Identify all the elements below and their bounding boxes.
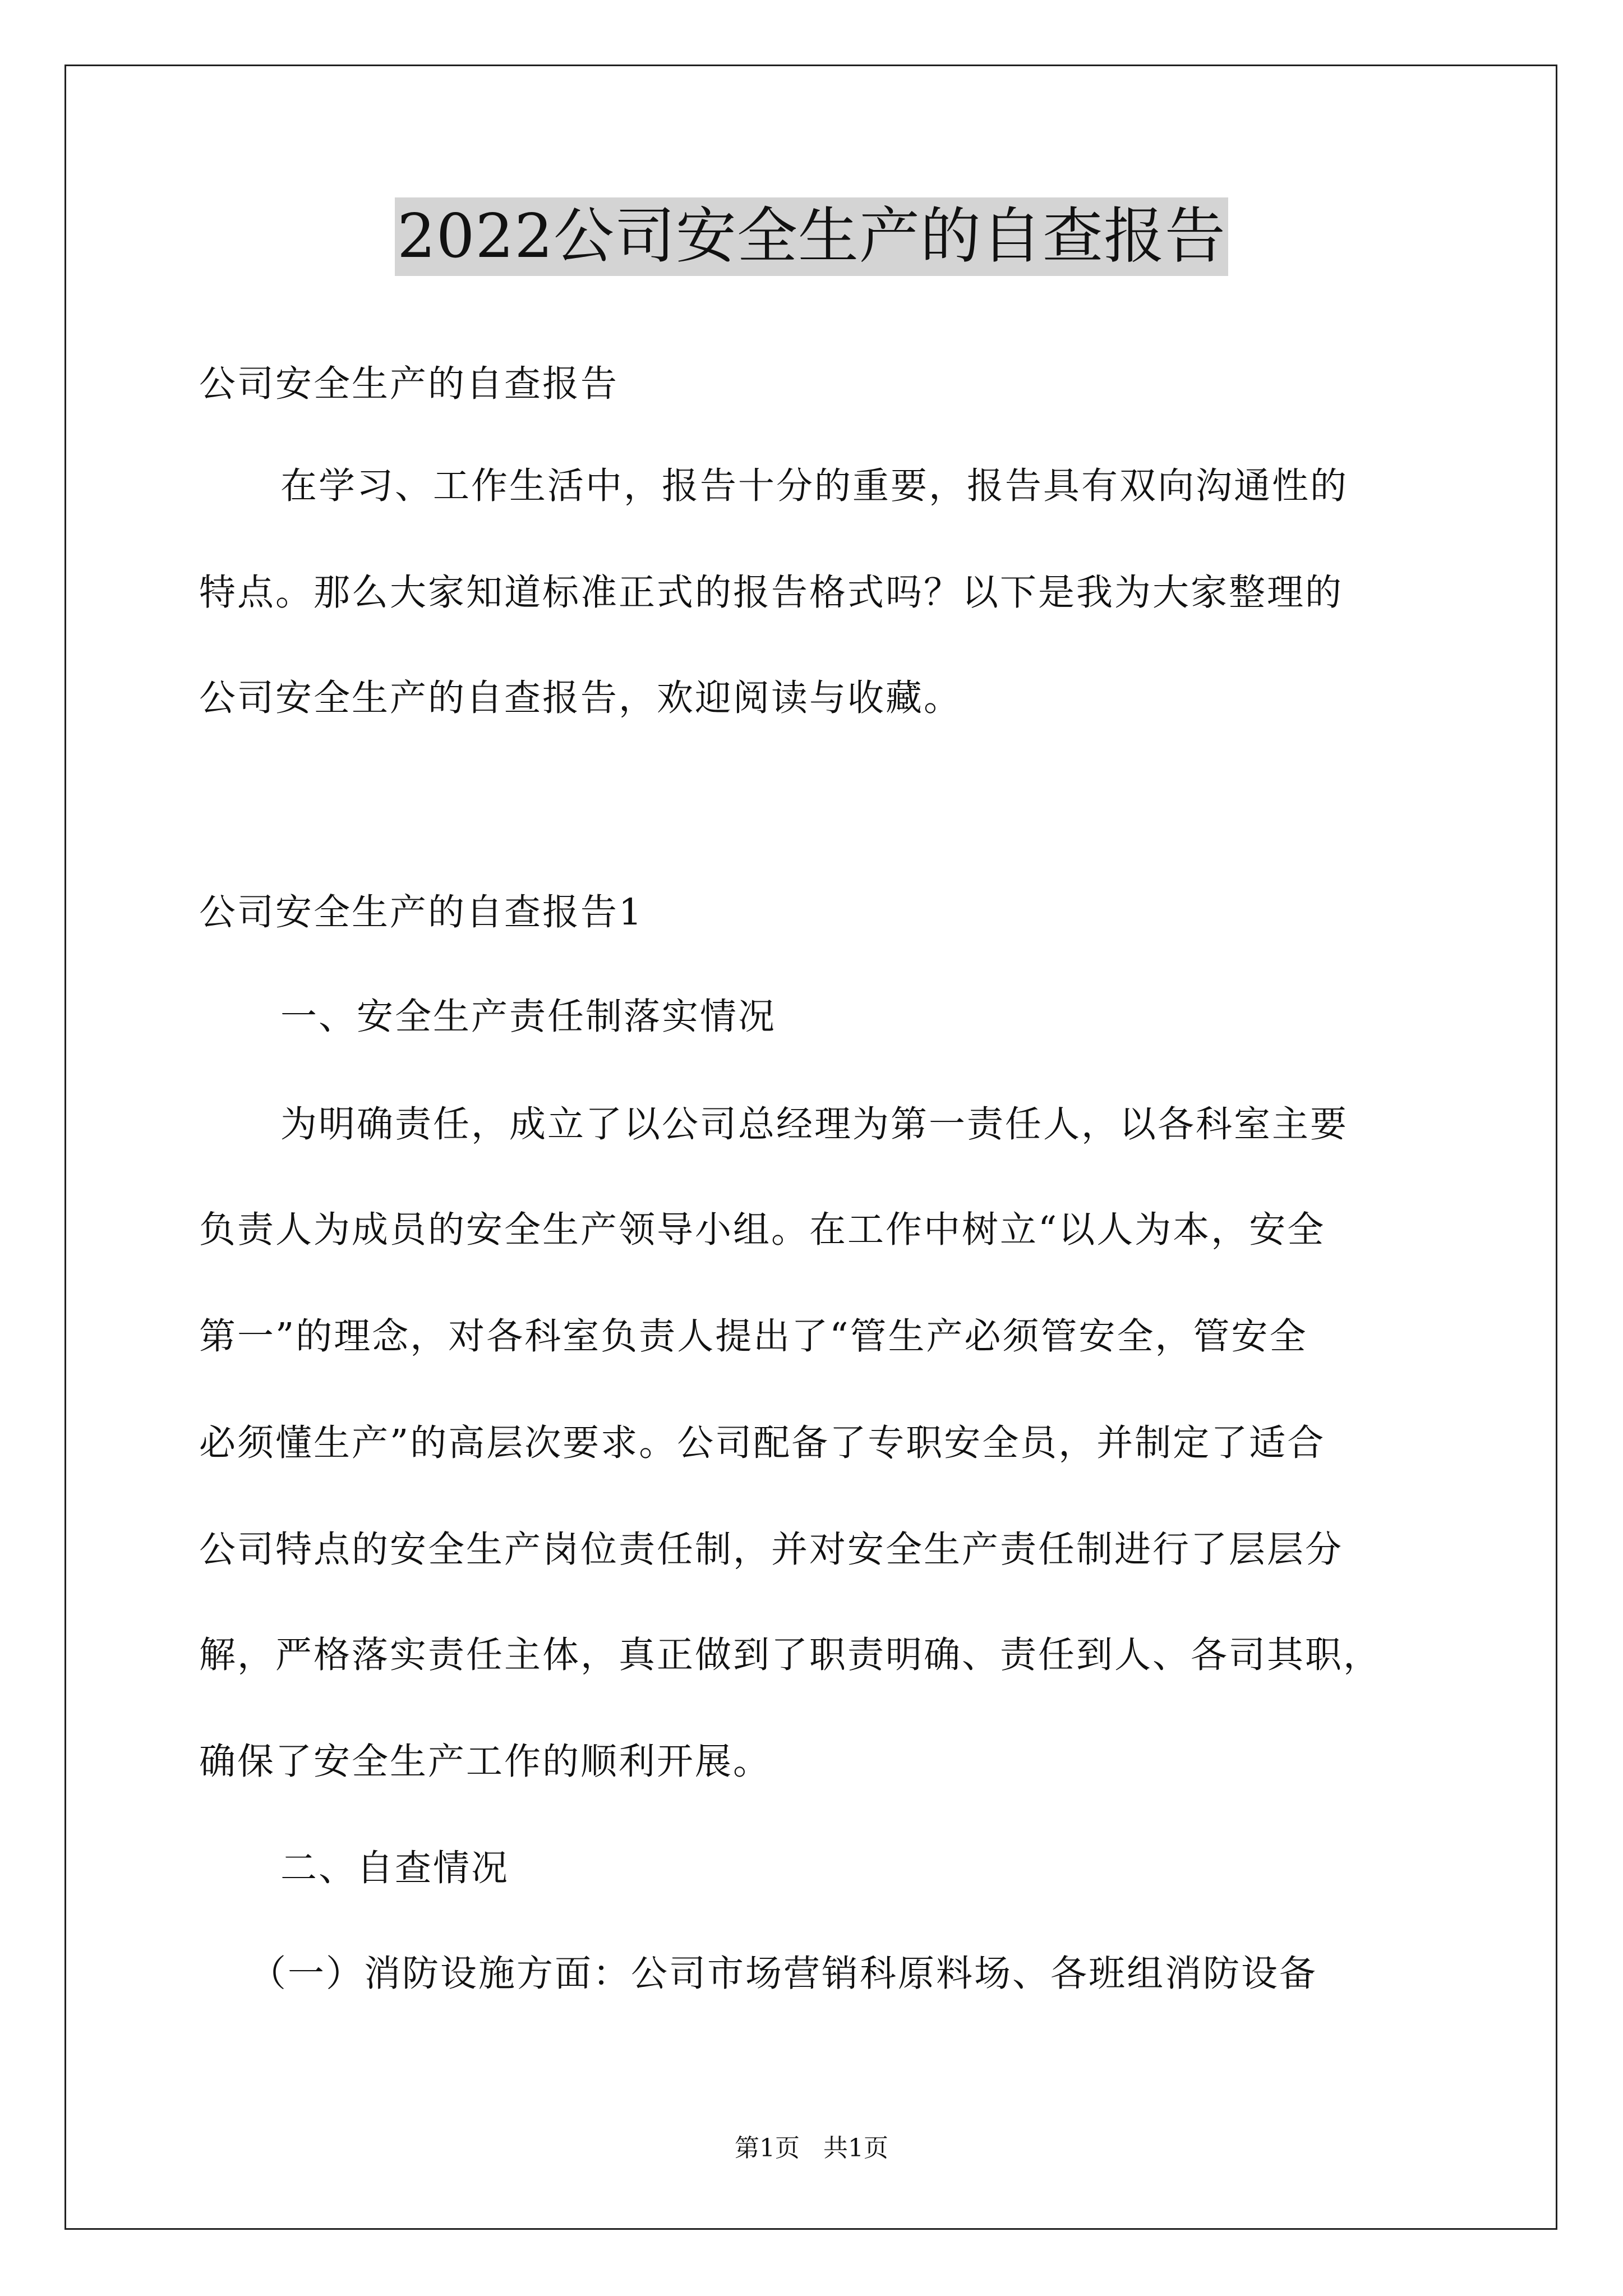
paragraph-line: 在学习、工作生活中，报告十分的重要，报告具有双向沟通性的 — [280, 465, 1349, 507]
paragraph-line: 公司特点的安全生产岗位责任制，并对安全生产责任制进行了层层分 — [199, 1529, 1344, 1571]
document-title: 2022公司安全生产的自查报告 — [395, 197, 1228, 276]
paragraph-line: 解，严格落实责任主体，真正做到了职责明确、责任到人、各司其职， — [199, 1634, 1382, 1676]
paragraph-line: 为明确责任，成立了以公司总经理为第一责任人，以各科室主要 — [280, 1103, 1349, 1145]
title-container — [0, 197, 1623, 276]
page-number: 第1页 — [735, 2134, 800, 2162]
paragraph-line: 特点。那么大家知道标准正式的报告格式吗？以下是我为大家整理的 — [199, 572, 1344, 614]
paragraph-line: 第一”的理念，对各科室负责人提出了“管生产必须管安全，管安全 — [199, 1315, 1308, 1358]
subtitle: 公司安全生产的自查报告 — [199, 363, 619, 405]
subsection-heading: 二、自查情况 — [280, 1847, 510, 1889]
page-footer — [0, 2132, 1623, 2165]
section-heading: 公司安全生产的自查报告1 — [199, 891, 644, 933]
paragraph-line: 公司安全生产的自查报告，欢迎阅读与收藏。 — [199, 677, 962, 719]
subsection-heading: 一、安全生产责任制落实情况 — [280, 996, 777, 1038]
paragraph-line: 必须懂生产”的高层次要求。公司配备了专职安全员，并制定了适合 — [199, 1422, 1326, 1464]
paragraph-line: （一）消防设施方面：公司市场营销科原料场、各班组消防设备 — [250, 1953, 1318, 1995]
page-total: 共1页 — [823, 2134, 888, 2162]
paragraph-line: 负责人为成员的安全生产领导小组。在工作中树立“以人为本，安全 — [199, 1209, 1326, 1251]
paragraph-line: 确保了安全生产工作的顺利开展。 — [199, 1741, 772, 1783]
